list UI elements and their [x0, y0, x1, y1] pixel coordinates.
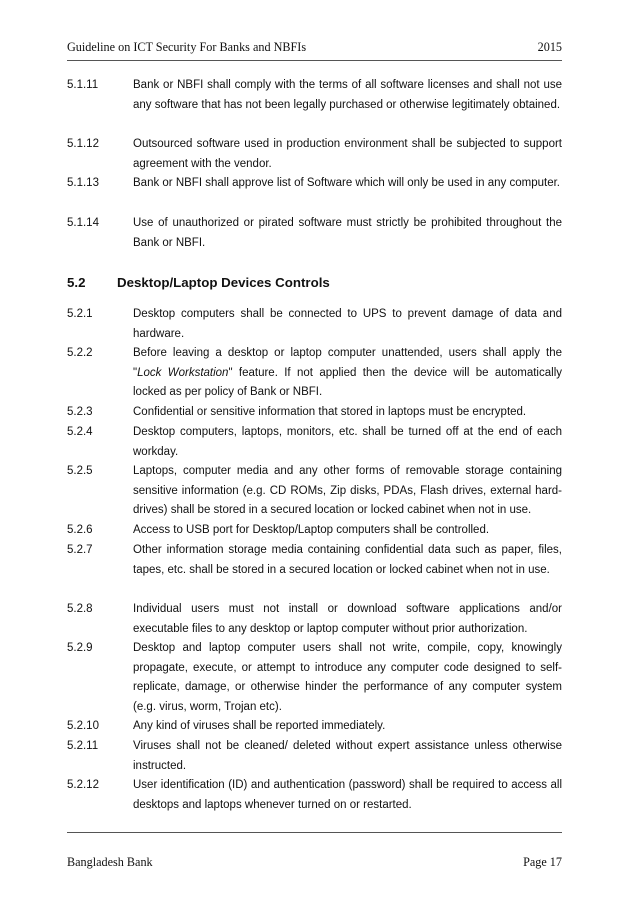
page-header: [67, 40, 562, 58]
item-emphasis: Lock Workstation: [137, 366, 229, 379]
item-text: Individual users must not install or download software applications and/or executable files to any desktop or laptop computer without prior authorization.: [133, 603, 562, 635]
header-divider: [67, 60, 562, 61]
item-text: Viruses shall not be cleaned/ deleted without expert assistance unless otherwise instructed.: [133, 740, 562, 772]
item-text: Bank or NBFI shall approve list of Software which will only be used in any computer.: [133, 177, 560, 189]
item-number: 5.2.1: [67, 308, 93, 320]
item-text: Any kind of viruses shall be reported immediately.: [133, 720, 386, 732]
item-number: 5.2.3: [67, 406, 93, 418]
item-text: Laptops, computer media and any other forms of removable storage containing sensitive information (e.g. CD ROMs, Zip disks, PDAs, Flash drives, external hard-drives) shall be stored in a secured location or locked cabinet when not in use.: [133, 465, 562, 517]
item-number: 5.2.4: [67, 426, 93, 438]
item-text-part: " feature. If not applied then the device will be automatically locked as per policy of Bank or NBFI.: [133, 366, 562, 399]
item-number: 5.1.11: [67, 79, 99, 91]
item-text: Access to USB port for Desktop/Laptop computers shall be controlled.: [133, 524, 490, 536]
item-number: 5.2.11: [67, 740, 99, 752]
list-item: [67, 344, 562, 403]
list-item: [67, 76, 562, 115]
section-title: Desktop/Laptop Devices Controls: [117, 275, 330, 290]
list-item: [67, 214, 562, 253]
list-item: [67, 639, 562, 717]
page-number: Page 17: [523, 855, 562, 869]
list-item: [67, 462, 562, 521]
item-text: Desktop computers, laptops, monitors, etc. shall be turned off at the end of each workday.: [133, 426, 562, 458]
list-item: [67, 174, 562, 194]
list-item: [67, 541, 562, 580]
header-title: Guideline on ICT Security For Banks and NBFIs: [67, 40, 307, 54]
item-number: 5.2.12: [67, 779, 99, 791]
item-text: Desktop computers shall be connected to UPS to prevent damage of data and hardware.: [133, 308, 562, 340]
list-item: [67, 717, 562, 737]
item-number: 5.1.12: [67, 138, 99, 150]
item-text-part: Before leaving a desktop or laptop computer unattended, users shall apply the ": [133, 347, 562, 379]
list-item: [67, 521, 562, 541]
footer-divider: [67, 832, 562, 833]
item-text: Desktop and laptop computer users shall not write, compile, copy, knowingly propagate, execute, or attempt to introduce any computer code designed to self-replicate, damage, or otherwise hinder the performance of any computer system (e.g. virus, worm, Trojan etc).: [133, 642, 562, 713]
list-item: [67, 305, 562, 344]
item-number: 5.2.2: [67, 347, 93, 359]
item-text: Bank or NBFI shall comply with the terms of all software licenses and shall not use any software that has not been legally purchased or otherwise legitimately obtained.: [133, 79, 562, 111]
item-number: 5.2.10: [67, 720, 99, 732]
header-year: 2015: [537, 40, 562, 54]
list-item: [67, 423, 562, 462]
footer-org: Bangladesh Bank: [67, 855, 153, 869]
item-number: 5.2.5: [67, 465, 93, 477]
page-footer: [67, 855, 562, 873]
item-number: 5.2.8: [67, 603, 93, 615]
list-item: [67, 600, 562, 639]
item-text: Use of unauthorized or pirated software must strictly be prohibited throughout the Bank or NBFI.: [133, 217, 562, 249]
list-item: [67, 135, 562, 174]
item-number: 5.2.9: [67, 642, 93, 654]
list-item: [67, 737, 562, 776]
item-number: 5.2.7: [67, 544, 93, 556]
item-text: Confidential or sensitive information that stored in laptops must be encrypted.: [133, 406, 527, 418]
item-number: 5.1.13: [67, 177, 99, 189]
item-text: Other information storage media containing confidential data such as paper, files, tapes, etc. shall be stored in a secured location or locked cabinet when not in use.: [133, 544, 562, 576]
item-text: [133, 344, 562, 403]
section-number: 5.2: [67, 275, 86, 290]
item-text: User identification (ID) and authentication (password) shall be required to access all desktops and laptops whenever turned on or restarted.: [133, 779, 562, 811]
list-item: [67, 776, 562, 815]
item-number: 5.1.14: [67, 217, 99, 229]
item-text: Outsourced software used in production environment shall be subjected to support agreement with the vendor.: [133, 138, 562, 170]
list-item: [67, 403, 562, 423]
item-number: 5.2.6: [67, 524, 93, 536]
